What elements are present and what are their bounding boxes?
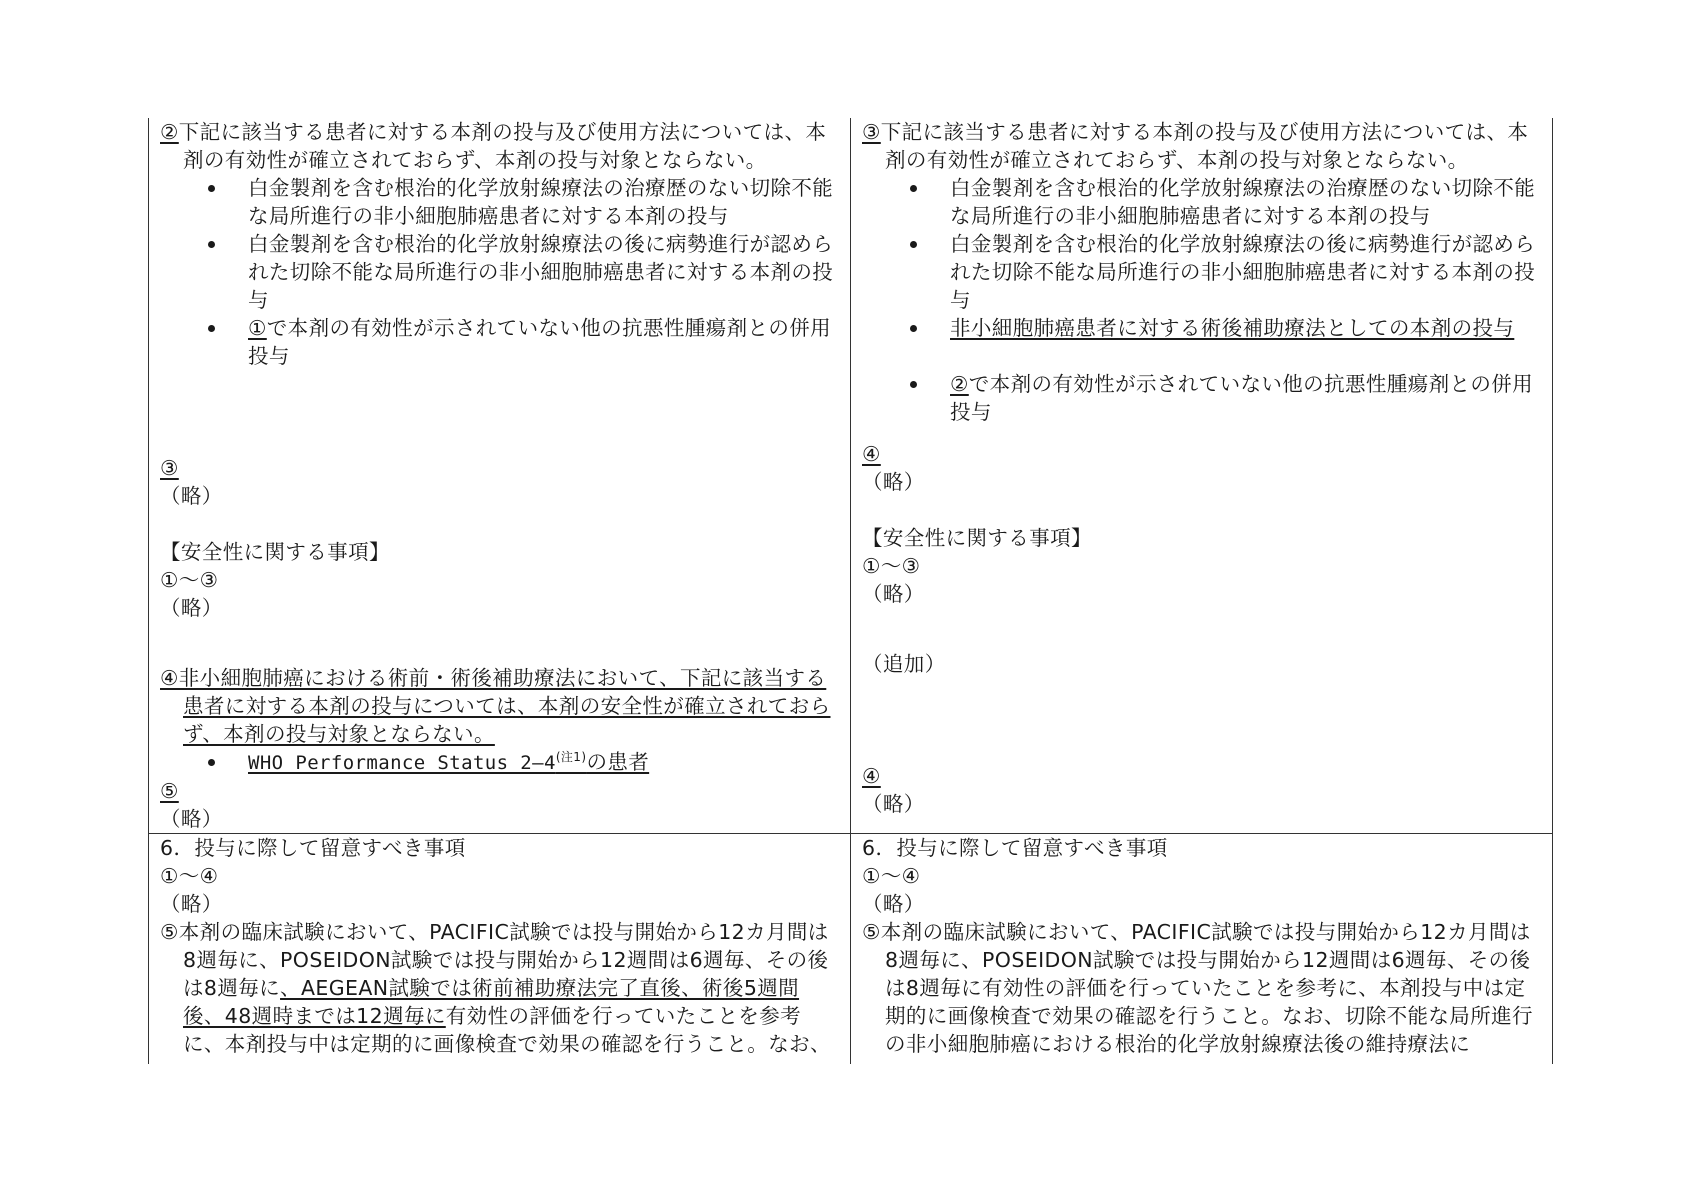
right-item4-body: （略） [862, 470, 925, 494]
list-item: ①で本剤の有効性が示されていない他の抗悪性腫瘍剤との併用投与 [248, 314, 840, 370]
right-safety-range: ①～③ [862, 554, 921, 578]
right-sec6-p5: ⑤本剤の臨床試験において、PACIFIC試験では投与開始から12カ月間は8週毎に、POSEIDON試験では投与開始から12週間は6週毎、その後は8週毎に有効性の評価を行っていたことを参考に、本剤投与中は定期的に画像検査で効果の確認を行うこと。なお、切除不能な局所進行の非小細胞肺癌における根治的化学放射線療法後の維持療法に [862, 920, 1533, 1056]
left-item5-body: （略） [160, 807, 223, 831]
left-sec6-range: ①～④ [160, 864, 219, 888]
left-safety-range: ①～③ [160, 568, 219, 592]
bullet-icon [208, 325, 215, 332]
bullet-icon [910, 381, 917, 388]
list-item: 白金製剤を含む根治的化学放射線療法の治療歴のない切除不能な局所進行の非小細胞肺癌患者に対する本剤の投与 [248, 174, 840, 230]
left-safety-body: （略） [160, 596, 223, 620]
left-item4-bullets [160, 748, 840, 777]
right-item4b-marker: ④ [862, 764, 881, 788]
right-safety-heading: 【安全性に関する事項】 [862, 526, 1092, 550]
right-item3-bullets-2 [862, 370, 1542, 426]
right-item3-bullets [862, 174, 1542, 342]
right-added-note: （追加） [862, 652, 946, 676]
left-lower-cell [149, 834, 851, 1065]
right-item4b-body: （略） [862, 792, 925, 816]
left-sec6-body: （略） [160, 892, 223, 916]
list-item: 白金製剤を含む根治的化学放射線療法の後に病勢進行が認められた切除不能な局所進行の非小細胞肺癌患者に対する本剤の投与 [950, 230, 1542, 314]
bullet-icon [910, 241, 917, 248]
bullet-icon [910, 325, 917, 332]
right-sec6-range: ①～④ [862, 864, 921, 888]
list-item: 白金製剤を含む根治的化学放射線療法の後に病勢進行が認められた切除不能な局所進行の非小細胞肺癌患者に対する本剤の投与 [248, 230, 840, 314]
table-row [149, 118, 1553, 834]
list-item: ②で本剤の有効性が示されていない他の抗悪性腫瘍剤との併用投与 [950, 370, 1542, 426]
left-item3-marker: ③ [160, 456, 179, 480]
left-sec6-p5: ⑤本剤の臨床試験において、PACIFIC試験では投与開始から12カ月間は8週毎に、POSEIDON試験では投与開始から12週間は6週毎、その後は8週毎に、AEGEAN試験では術前補助療法完了直後、術後5週間後、48週時までは12週毎に有効性の評価を行っていたことを参考に、本剤投与中は定期的に画像検査で効果の確認を行うこと。なお、 [160, 920, 831, 1056]
list-item: WHO Performance Status $2―4^{(注1)}$の患者 [248, 748, 840, 777]
left-item2: ②下記に該当する患者に対する本剤の投与及び使用方法については、本剤の有効性が確立されておらず、本剤の投与対象とならない。 [160, 120, 827, 172]
list-item: 非小細胞肺癌患者に対する術後補助療法としての本剤の投与 [950, 314, 1542, 342]
left-upper-cell [149, 118, 851, 834]
right-sec6-body: （略） [862, 892, 925, 916]
bullet-icon [208, 241, 215, 248]
left-item3-body: （略） [160, 484, 223, 508]
bullet-icon [208, 185, 215, 192]
table-row [149, 834, 1553, 1065]
left-sec6-heading: 6．投与に際して留意すべき事項 [160, 836, 466, 860]
left-item4: ④非小細胞肺癌における術前・術後補助療法において、下記に該当する患者に対する本剤の投与については、本剤の安全性が確立されておらず、本剤の投与対象とならない。 [160, 666, 831, 746]
right-safety-body: （略） [862, 582, 925, 606]
bullet-icon [910, 185, 917, 192]
right-lower-cell [851, 834, 1553, 1065]
left-safety-heading: 【安全性に関する事項】 [160, 540, 390, 564]
right-item4-marker: ④ [862, 442, 881, 466]
list-item: 白金製剤を含む根治的化学放射線療法の治療歴のない切除不能な局所進行の非小細胞肺癌患者に対する本剤の投与 [950, 174, 1542, 230]
right-upper-cell [851, 118, 1553, 834]
comparison-table [148, 118, 1553, 1064]
bullet-icon [208, 759, 215, 766]
left-item2-bullets [160, 174, 840, 370]
left-item5-marker: ⑤ [160, 779, 179, 803]
right-item3: ③下記に該当する患者に対する本剤の投与及び使用方法については、本剤の有効性が確立されておらず、本剤の投与対象とならない。 [862, 120, 1529, 172]
right-sec6-heading: 6．投与に際して留意すべき事項 [862, 836, 1168, 860]
